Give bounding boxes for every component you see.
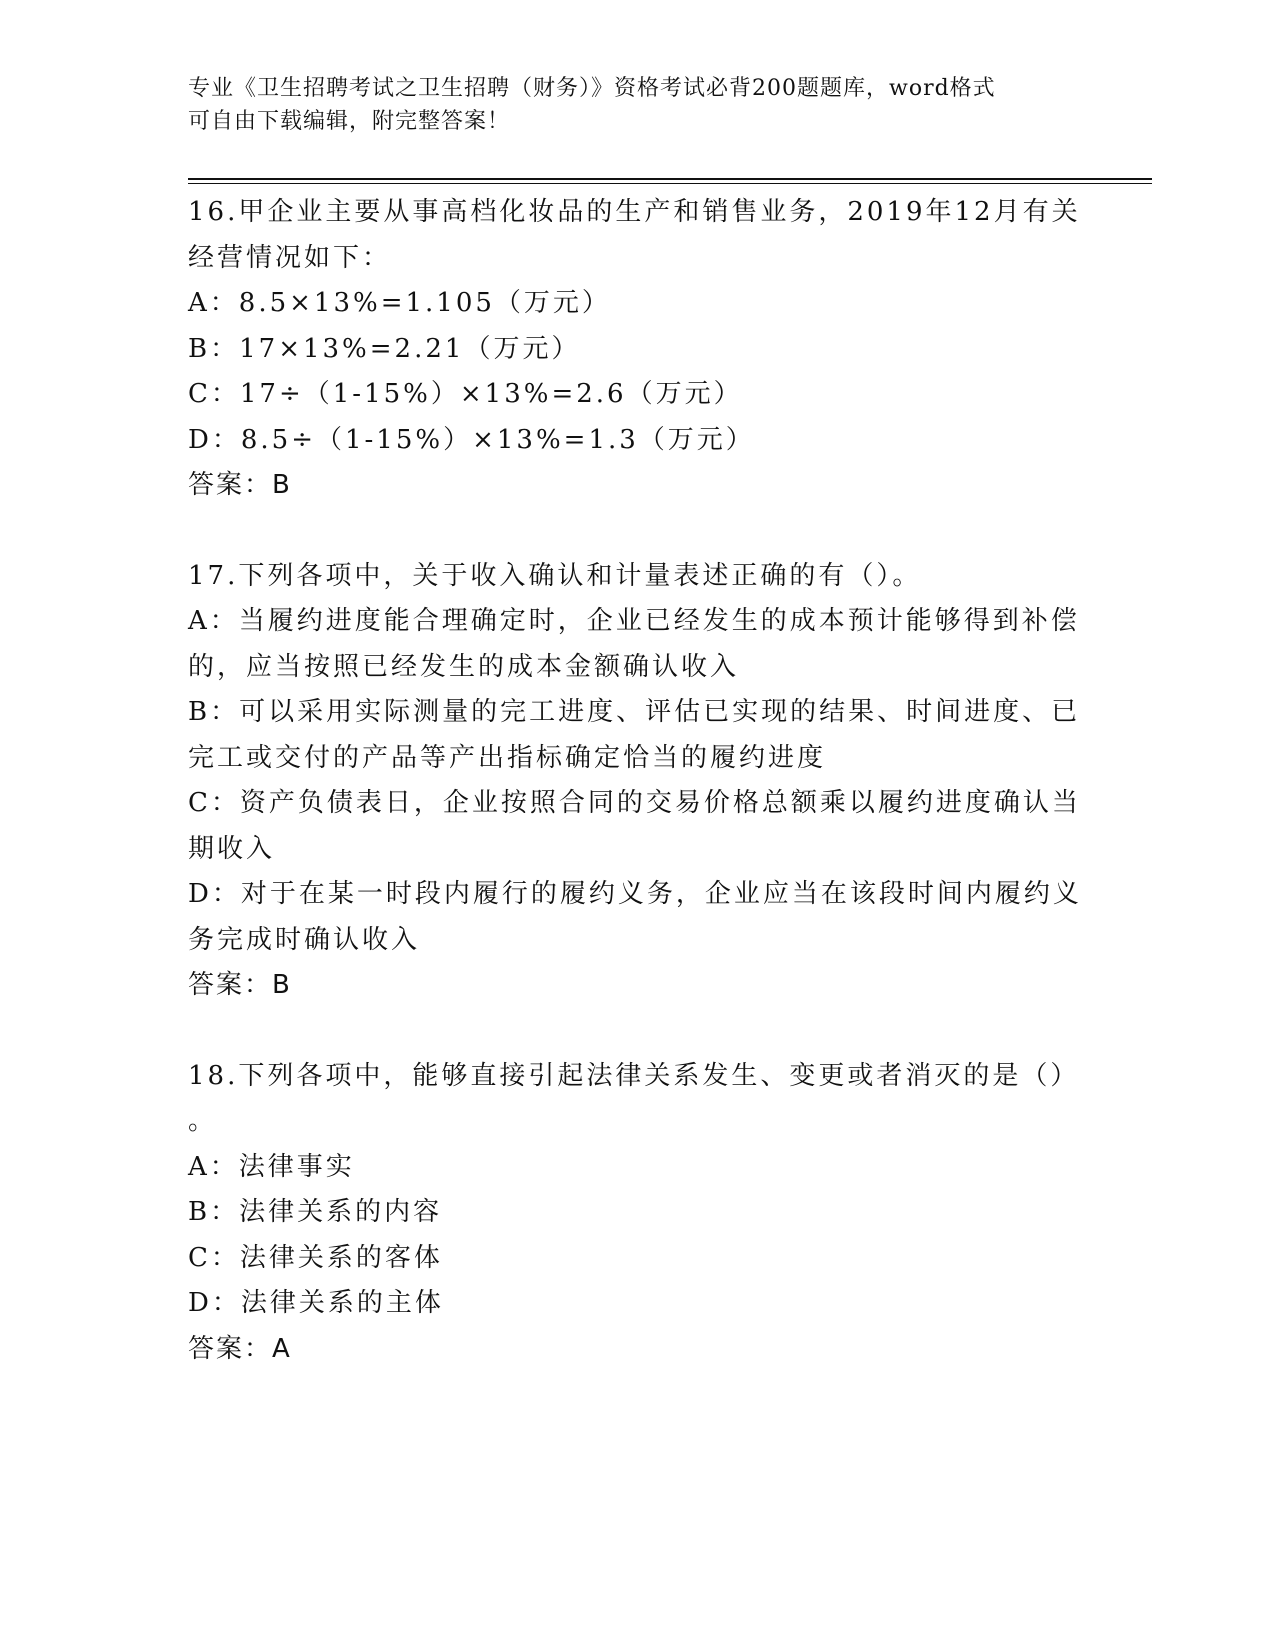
question-stem: 16.甲企业主要从事高档化妆品的生产和销售业务，2019年12月有关 — [188, 197, 1081, 227]
header-divider-thin — [188, 183, 1152, 184]
question-stem: 。 — [188, 1106, 218, 1136]
answer-label: 答案：B — [188, 970, 292, 1000]
option-a: A：当履约进度能合理确定时，企业已经发生的成本预计能够得到补偿 — [188, 606, 1080, 636]
header-line: 专业《卫生招聘考试之卫生招聘（财务）》资格考试必背200题题库，word格式 — [188, 76, 996, 101]
answer-label: 答案：A — [188, 1333, 292, 1364]
page-header — [188, 72, 1088, 138]
option-a: A：8.5×13%=1.105（万元） — [188, 288, 611, 318]
question-18 — [188, 1054, 1088, 1373]
option-b: B：法律关系的内容 — [188, 1197, 443, 1227]
question-list — [188, 190, 1088, 1372]
header-line: 可自由下载编辑，附完整答案！ — [188, 109, 511, 134]
option-b: B：17×13%=2.21（万元） — [188, 333, 581, 364]
option-a: A：法律事实 — [188, 1151, 355, 1182]
question-stem: 经营情况如下： — [188, 242, 392, 273]
answer-label: 答案：B — [188, 470, 292, 500]
option-b-cont: 完工或交付的产品等产出指标确定恰当的履约进度 — [188, 742, 827, 773]
option-c: C：法律关系的客体 — [188, 1242, 443, 1273]
option-d: D：对于在某一时段内履行的履约义务，企业应当在该段时间内履约义 — [188, 879, 1082, 909]
question-16 — [188, 190, 1088, 509]
option-c: C：资产负债表日，企业按照合同的交易价格总额乘以履约进度确认当 — [188, 788, 1081, 818]
option-a-cont: 的，应当按照已经发生的成本金额确认收入 — [188, 651, 740, 682]
option-c: C：17÷（1-15%）×13%=2.6（万元） — [188, 379, 743, 409]
question-17 — [188, 554, 1088, 1009]
option-d: D：8.5÷（1-15%）×13%=1.3（万元） — [188, 424, 755, 455]
option-c-cont: 期收入 — [188, 833, 276, 864]
question-stem: 18.下列各项中，能够直接引起法律关系发生、变更或者消灭的是（） — [188, 1060, 1080, 1091]
option-d: D：法律关系的主体 — [188, 1288, 444, 1318]
option-d-cont: 务完成时确认收入 — [188, 924, 421, 955]
header-divider-thick — [188, 178, 1152, 180]
option-b: B：可以采用实际测量的完工进度、评估已实现的结果、时间进度、已 — [188, 697, 1081, 727]
question-stem: 17.下列各项中，关于收入确认和计量表述正确的有（）。 — [188, 560, 922, 591]
